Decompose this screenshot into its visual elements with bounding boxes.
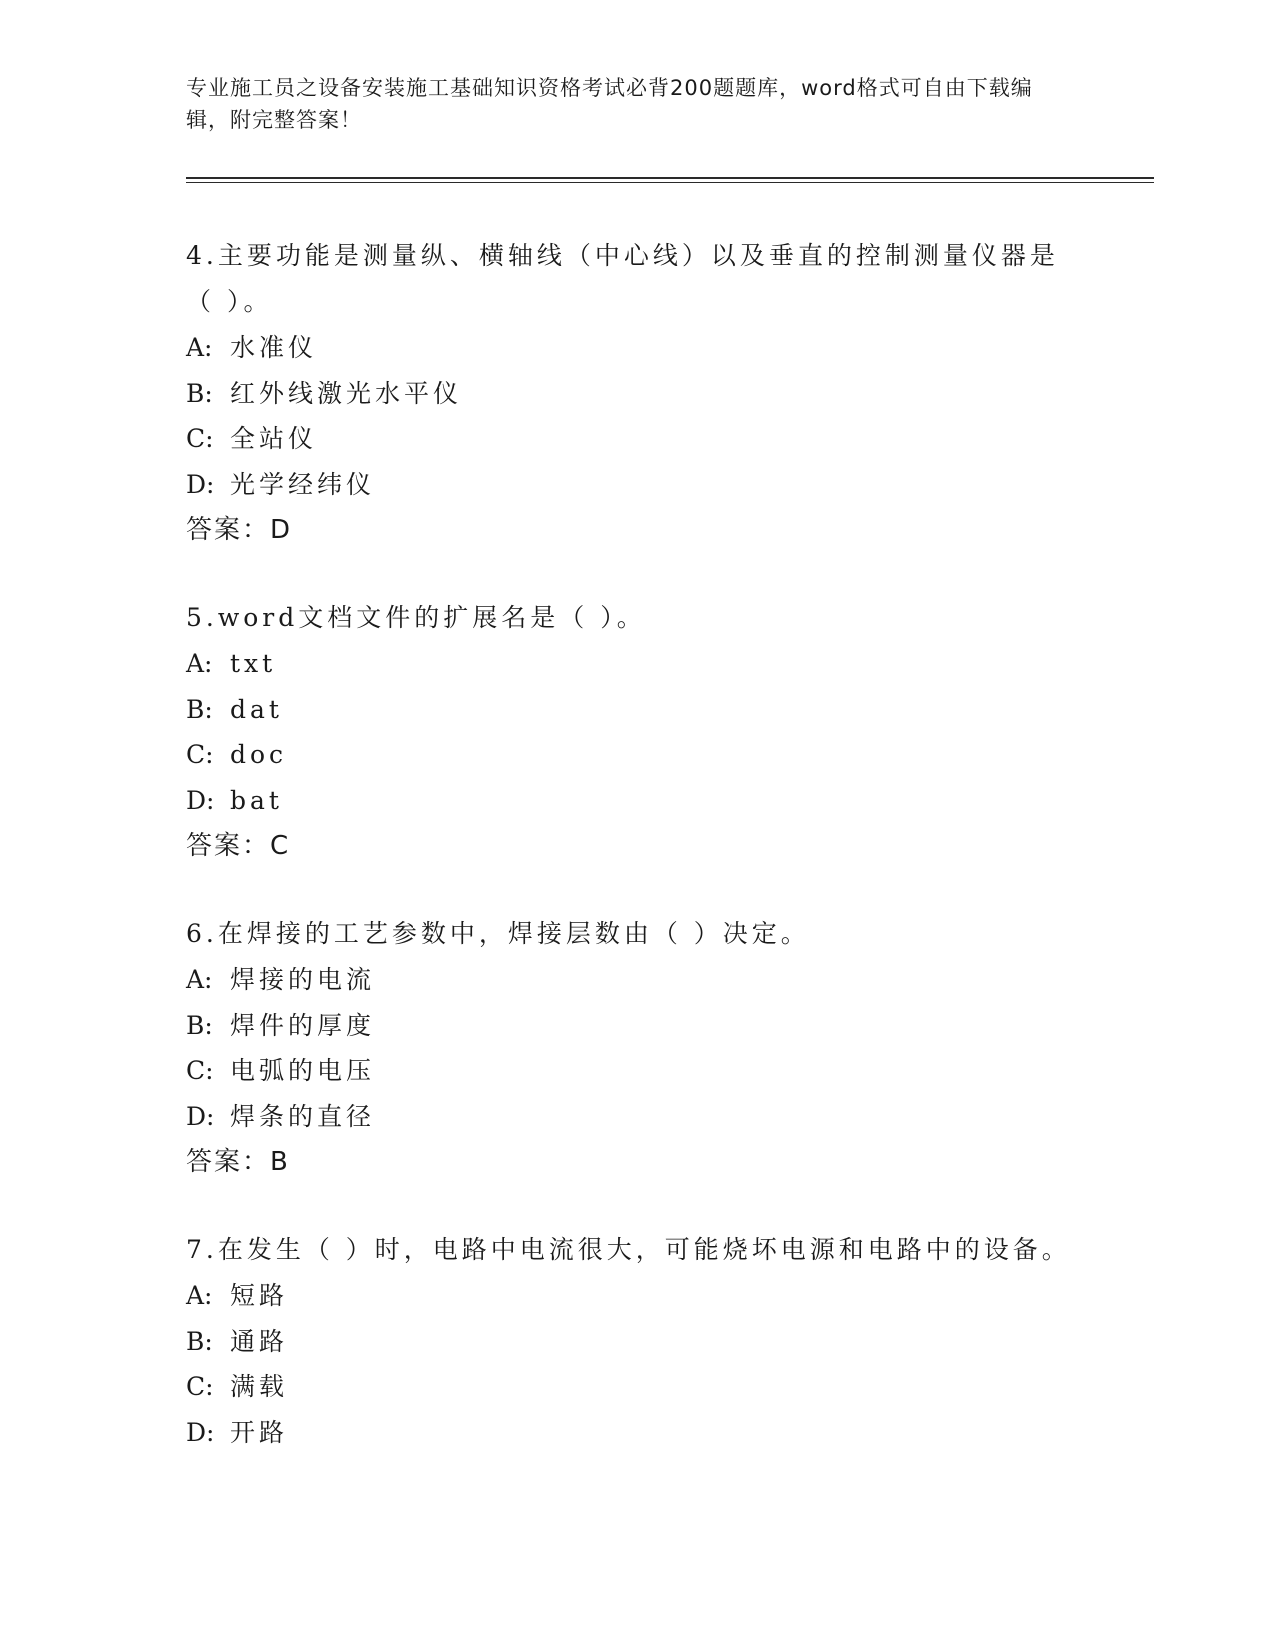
option-d bbox=[186, 462, 1086, 508]
question-stem: 4.主要功能是测量纵、横轴线（中心线）以及垂直的控制测量仪器是（ ）。 bbox=[186, 241, 1059, 316]
question-5 bbox=[186, 595, 1086, 869]
option-text: 焊件的厚度 bbox=[230, 1010, 376, 1040]
option-letter: A: bbox=[186, 649, 213, 678]
option-letter: D: bbox=[186, 469, 215, 499]
option-c bbox=[186, 732, 1086, 778]
option-c bbox=[186, 1364, 1086, 1410]
option-letter: A: bbox=[186, 1281, 213, 1310]
option-b bbox=[186, 687, 1086, 733]
option-b bbox=[186, 1319, 1086, 1365]
option-text: bat bbox=[230, 785, 283, 815]
question-list bbox=[186, 233, 1086, 1497]
question-stem: 6.在焊接的工艺参数中，焊接层数由（ ）决定。 bbox=[186, 919, 810, 948]
question-4 bbox=[186, 233, 1086, 553]
answer-line: 答案：C bbox=[186, 831, 291, 861]
option-text: 电弧的电压 bbox=[230, 1056, 376, 1085]
option-text: dat bbox=[230, 694, 283, 724]
option-letter: C: bbox=[186, 740, 214, 769]
option-text: 焊条的直径 bbox=[230, 1101, 376, 1131]
option-text: 满载 bbox=[230, 1372, 289, 1401]
option-letter: B: bbox=[186, 378, 213, 408]
option-letter: B: bbox=[186, 1010, 213, 1040]
option-text: 全站仪 bbox=[230, 424, 318, 453]
option-letter: D: bbox=[186, 1417, 215, 1447]
option-text: 开路 bbox=[230, 1417, 289, 1447]
option-a bbox=[186, 957, 1086, 1003]
option-b bbox=[186, 1003, 1086, 1049]
question-stem: 5.word文档文件的扩展名是（ ）。 bbox=[186, 603, 646, 632]
option-text: 焊接的电流 bbox=[230, 965, 376, 994]
option-c bbox=[186, 416, 1086, 462]
option-letter: C: bbox=[186, 1372, 214, 1401]
option-letter: A: bbox=[186, 333, 213, 362]
option-letter: A: bbox=[186, 965, 213, 994]
question-stem: 7.在发生（ ）时，电路中电流很大，可能烧坏电源和电路中的设备。 bbox=[186, 1235, 1071, 1264]
option-a bbox=[186, 325, 1086, 371]
option-letter: B: bbox=[186, 1326, 213, 1356]
option-text: 光学经纬仪 bbox=[230, 469, 376, 499]
question-7 bbox=[186, 1227, 1086, 1455]
option-text: txt bbox=[230, 649, 277, 678]
option-a bbox=[186, 641, 1086, 687]
option-text: doc bbox=[230, 740, 288, 769]
header-divider-thick bbox=[186, 177, 1154, 179]
option-d bbox=[186, 1410, 1086, 1456]
option-letter: D: bbox=[186, 1101, 215, 1131]
option-d bbox=[186, 778, 1086, 824]
header-divider-thin bbox=[186, 182, 1154, 183]
question-6 bbox=[186, 911, 1086, 1185]
option-letter: C: bbox=[186, 1056, 214, 1085]
answer-line: 答案：D bbox=[186, 515, 293, 545]
option-b bbox=[186, 371, 1086, 417]
option-text: 水准仪 bbox=[230, 333, 318, 362]
answer-line: 答案：B bbox=[186, 1147, 290, 1177]
option-letter: C: bbox=[186, 424, 214, 453]
document-header: 专业施工员之设备安装施工基础知识资格考试必背200题题库，word格式可自由下载编辑，附完整答案！ bbox=[186, 76, 1033, 132]
option-text: 红外线激光水平仪 bbox=[230, 378, 463, 408]
option-letter: B: bbox=[186, 694, 213, 724]
option-text: 通路 bbox=[230, 1326, 289, 1356]
option-d bbox=[186, 1094, 1086, 1140]
option-letter: D: bbox=[186, 785, 215, 815]
option-c bbox=[186, 1048, 1086, 1094]
option-a bbox=[186, 1273, 1086, 1319]
option-text: 短路 bbox=[230, 1281, 289, 1310]
